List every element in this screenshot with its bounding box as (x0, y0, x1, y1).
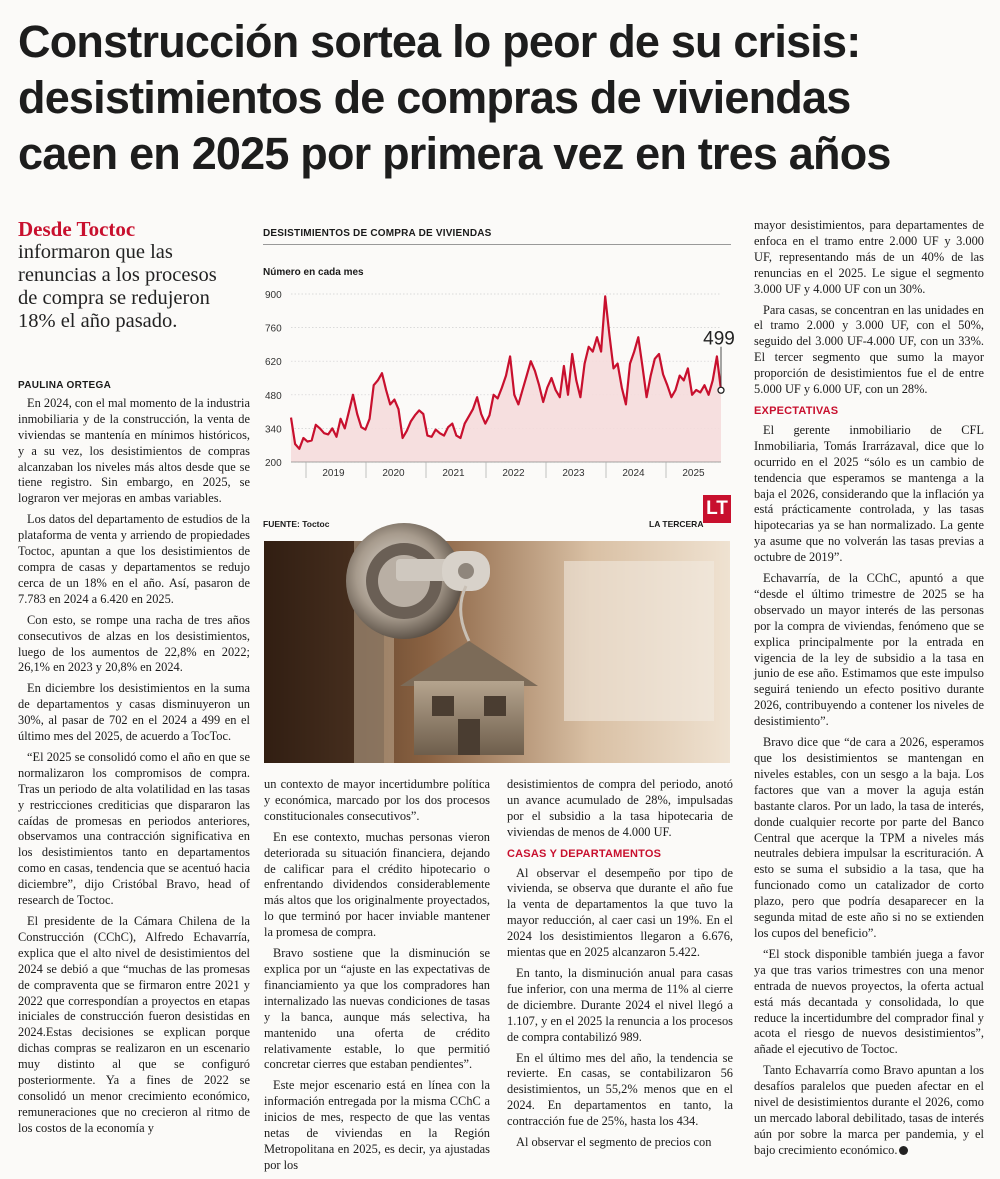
lead-text: informaron que las renuncias a los procesos de compra se redujeron 18% el año pasado. (18, 241, 217, 332)
article-column-1 (18, 378, 250, 1142)
paragraph: Al observar el segmento de precios con (516, 1135, 712, 1150)
chart-x-tick-label: 2025 (682, 468, 705, 479)
chart-credit: LA TERCERA (649, 519, 704, 529)
chart-y-tick-label: 480 (265, 390, 282, 402)
chart-x-tick-label: 2019 (322, 468, 345, 479)
lead-kicker: Desde Toctoc (18, 217, 136, 241)
paragraph: Los datos del departamento de estudios de la plataforma de venta y arriendo de propiedades Toctoc, apuntan a que los desistimientos de compra de casas y departamentos se redujo cerca de un 18% en el año. Así, pasaron de 7.783 en 2024 a 6.420 en 2025. (18, 512, 250, 606)
chart-plot (263, 282, 735, 492)
photo-keys-house-keychain (264, 541, 730, 763)
chart-x-tick-label: 2022 (502, 468, 525, 479)
paragraph: El gerente inmobiliario de CFL Inmobiliaria, Tomás Irarrázaval, dice que lo ocurrido en el 2025 “sólo es un cambio de tendencia que esperamos se mantenga a la baja el 2026, considerando que la inflación ya está prácticamente controlada, y las tasas hipotecarias ya se han normalizado. La gente ya asume que no volverán las tasas previas a octubre de 2019”. (754, 422, 984, 565)
paragraph: “El stock disponible también juega a favor ya que tras varios trimestres con una menor entrada de nuevos proyectos, la oferta actual está más decantada y consolidada, lo que reduce la incertidumbre del comprador final y acota el riesgo de nuevos desistimientos”, añade el ejecutivo de Toctoc. (754, 946, 984, 1057)
chart-callout-label: 499 (703, 328, 735, 350)
chart (263, 222, 735, 534)
chart-last-point (718, 387, 724, 393)
paragraph: un contexto de mayor incertidumbre política y económica, marcado por los dos procesos constitucionales consecutivos”. (264, 777, 490, 823)
paragraph: En diciembre los desistimientos en la suma de departamentos y casas disminuyeron un 30%, al pasar de 702 en el 2024 a 499 en el último mes del 2025, de acuerdo a TocToc. (18, 681, 250, 744)
paragraph: En 2024, con el mal momento de la industria inmobiliaria y de la construcción, la venta de viviendas se mantenía en mínimos históricos, y a su vez, los desistimientos de compras alcanzaban los niveles más altos desde que se tiene registro. Sin embargo, en 2025, se lograron ver mejoras en ambas variables. (18, 395, 250, 506)
paragraph: desistimientos de compra del periodo, anotó un avance acumulado de 28%, impulsadas por el subsidio a la tasa hipotecaria de viviendas de menos de 4.000 UF. (507, 777, 733, 839)
section-heading-expectativas: EXPECTATIVAS (754, 404, 839, 417)
paragraph: En tanto, la disminución anual para casas fue inferior, con una merma de 11% al cierre de diciembre. Durante 2024 el nivel llegó a 1.107, y en el 2025 la renuncia a los procesos de compra contabilizó 989. (507, 965, 733, 1044)
paragraph: Al observar el desempeño por tipo de vivienda, se observa que durante el año fue la venta de departamentos la que tuvo la mayor reducción, al caer casi un 19%. En el 2024 los desistimientos llegaron a 6.676, mientas que en 2025 alcanzaron 5.422. (507, 865, 733, 960)
article-column-2 (264, 777, 490, 1179)
chart-y-tick-label: 340 (265, 424, 282, 436)
paragraph: Este mejor escenario está en línea con la información entregada por la misma CChC a inicios de mes, respecto de que las ventas netas de viviendas en la Región Metropolitana en 2025, es decir, ya ajustadas por los (264, 1078, 490, 1172)
chart-title-rule (263, 244, 731, 245)
paragraph: En ese contexto, muchas personas vieron deteriorada su situación financiera, dejando de calificar para el crédito hipotecario o enfrentando dividendos considerablemente más altos que los originalmente proyectados, lo que terminó por hacer inviable mantener la promesa de compra. (264, 829, 490, 940)
chart-y-tick-label: 620 (265, 357, 282, 369)
closing-paragraph-text: Tanto Echavarría como Bravo apuntan a los desafíos paralelos que pueden afectar en el nivel de desistimientos durante el 2026, como un mercado laboral debilitado, tasas de interés aún por sobre la marca per pandemia, y el bajo crecimiento económico. (754, 1063, 984, 1157)
paragraph: Con esto, se rompe una racha de tres años consecutivos de alzas en los desistimientos, luego de los aumentos de 22,8% en 2022; 26,1% en 2023 y 20,8% en 2024. (18, 612, 250, 675)
chart-x-tick-label: 2020 (382, 468, 405, 479)
section-heading-casas: CASAS Y DEPARTAMENTOS (507, 847, 662, 860)
chart-title: DESISTIMIENTOS DE COMPRA DE VIVIENDAS (263, 228, 492, 239)
headline (18, 14, 988, 182)
chart-area (291, 296, 721, 462)
paragraph: Bravo dice que “de cara a 2026, esperamos que los desistimientos se mantengan en niveles estables, con un sesgo a la baja. Los factores que van a mover la aguja están bastante claros. Por un lado, la tasa de interés, donde cualquier recorte por parte del Banco Central que acerque la TPM a niveles más neutrales debiera impulsar la escrituración. A esto se suma el subsidio a la tasa, que ha funcionado como un catalizador de corto plazo, pero que podría desaparecer en la segunda mitad de este año si no se extienden los cupos del beneficio”. (754, 735, 984, 940)
chart-y-tick-label: 760 (265, 323, 282, 335)
paragraph: Para casas, se concentran en las unidades en el tramo 2.000 y 3.000 UF, con el 50%, seguido del 3.000 UF-4.000 UF, con un 33%. El tercer segmento que sumo la mayor proporción de desistimientos fue el de entre 5.000 UF y 6.000 UF, con un 28%. (754, 302, 984, 397)
paragraph: Bravo sostiene que la disminución se explica por un “ajuste en las expectativas de financiamiento ya que los compradores han internalizado las nuevas condiciones de tasas y la banca, aunque más selectiva, ha mantenido una oferta de crédito relativamente estable, lo que permitió concretar cierres que estaban pendientes”. (264, 946, 490, 1072)
la-tercera-logo: LT (703, 495, 731, 523)
chart-y-tick-label: 900 (265, 290, 282, 301)
article-column-4 (754, 218, 984, 1164)
photo-illustration (264, 541, 730, 763)
headline-line: Construcción sortea lo peor de su crisis: (18, 16, 861, 67)
paragraph: En el último mes del año, la tendencia se revierte. En casas, se contabilizaron 56 desistimientos, un 55,2% menos que en el 2024. En departamentos en tanto, la contracción fue de 25%, hasta los 434. (507, 1050, 733, 1129)
chart-subtitle: Número en cada mes (263, 267, 364, 278)
paragraph: “El 2025 se consolidó como el año en que se normalizaron los compromisos de compra. Tras un periodo de alta volatilidad en las tasas y restricciones crediticias que dispararon las caídas de promesas en periodos anteriores, observamos una contracción significativa en los desistimientos tanto en departamentos como en casas, tendencia que se acentuó hacia diciembre”, dijo Cristóbal Bravo, head of research de Toctoc. (18, 749, 250, 908)
article-column-3 (507, 777, 733, 1156)
chart-x-tick-label: 2023 (562, 468, 585, 479)
chart-source: FUENTE: Toctoc (263, 519, 330, 529)
paragraph: Echavarría, de la CChC, apuntó a que “desde el último trimestre de 2025 se ha observado un mayor interés de las personas por la compra de viviendas, fenómeno que se explica principalmente por la entrada en vigencia de la ley de subsidio a la tasa en junio de ese año. Estimamos que este impulso seguirá teniendo un efecto positivo durante 2026, contribuyendo a contener los niveles de desistimiento”. (754, 571, 984, 729)
paragraph (754, 1063, 984, 1158)
end-mark-icon (899, 1146, 908, 1155)
byline: PAULINA ORTEGA (18, 380, 112, 391)
headline-line: desistimientos de compras de viviendas (18, 72, 851, 123)
chart-x-tick-label: 2024 (622, 468, 645, 479)
chart-x-tick-label: 2021 (442, 468, 465, 479)
paragraph: El presidente de la Cámara Chilena de la Construcción (CChC), Alfredo Echavarría, explica que el alto nivel de desistimientos del 2024 se debió a que “muchas de las promesas de compraventa que se firmaron entre 2021 y 2022 que correspondían a proyectos en etapas iniciales de construcción fueron desistidas en 2024.Estas decisiones se explican porque dichas compras se realizaron en un escenario muy distinto al que se configuró posteriormente. Ya a fines de 2022 se consolidó un menor crecimiento económico, remuneraciones que no crecieron al ritmo de los costos de la economía y (18, 914, 250, 1135)
headline-line: caen en 2025 por primera vez en tres años (18, 128, 891, 179)
paragraph: mayor desistimientos, para departamentes de enfoca en el tramo entre 2.000 UF y 3.000 UF, representando más de un 40% de las renuncias en el 2025. Le sigue el segmento 3.000 UF y 4.000 UF con un 30%. (754, 218, 984, 296)
chart-y-tick-label: 200 (265, 458, 282, 469)
